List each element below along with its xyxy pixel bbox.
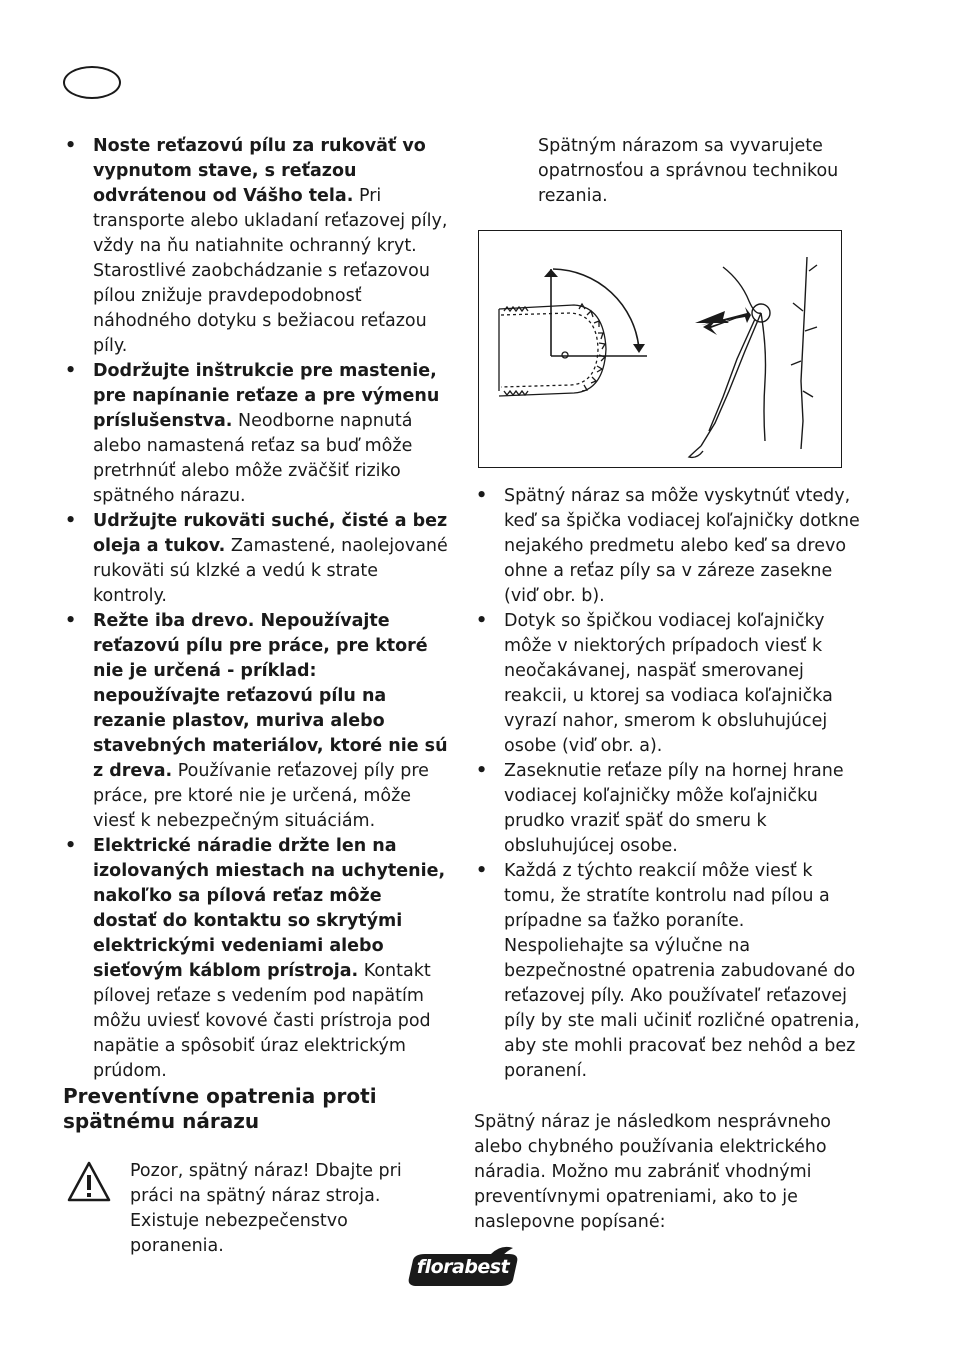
bullet-bold-lead: Elektrické náradie držte len na izolovaných miestach na uchytenie, nakoľko sa pílová reťaz môže dostať do kontaktu so skrytými elektrickými vedeniami alebo sieťovým káblom prístroja.	[93, 836, 446, 981]
bullet-body: Kontakt pílovej reťaze s vedením pod napätím môžu uviesť kovové časti prístroja pod napätie a spôsobiť úraz elektrickým prúdom.	[93, 961, 431, 1081]
right-bullet-list	[474, 484, 864, 1084]
logo-text: florabest	[416, 1256, 510, 1278]
bullet-bold-lead: Udržujte rukoväti suché, čisté a bez oleja a tukov.	[93, 511, 448, 556]
bullet-body: Neodborne napnutá alebo namastená reťaz sa buď môže pretrhnúť alebo môže zväčšiť riziko spätného nárazu.	[93, 411, 413, 506]
kickback-diagram	[479, 231, 843, 469]
bullet-bold-lead: Režte iba drevo. Nepoužívajte reťazovú pílu pre práce, pre ktoré nie je určená - príklad: nepoužívajte reťazovú pílu na rezanie plastov, muriva alebo stavebných materiálov, ktoré nie sú z dreva.	[93, 611, 448, 781]
list-item: • Dotyk so špičkou vodiacej koľajničky môže v niektorých prípadoch viesť k neočakávanej, naspäť smerovanej reakcii, u ktorej sa vodiaca koľajnička vyrazí nahor, smerom k obsluhujúcej osobe (viď obr. a).	[474, 609, 864, 759]
bullet-bold-lead: Noste reťazovú pílu za rukoväť vo vypnutom stave, s reťazou odvrátenou od Vášho tela.	[93, 136, 426, 206]
closing-paragraph: Spätný náraz je následkom nesprávneho alebo chybného používania elektrického náradia. Možno mu zabrániť vhodnými preventívnymi opatreniami, ako to je naslepovne popísané:	[474, 1112, 831, 1232]
kickback-illustration	[478, 230, 842, 468]
list-item	[63, 609, 448, 834]
right-column	[474, 484, 864, 1084]
bullet-body: Používanie reťazovej píly pre práce, pre ktoré nie je určená, môže viesť k nebezpečným situáciám.	[93, 761, 429, 831]
left-bullet-list	[63, 134, 448, 1084]
bullet-body: Pri transporte alebo ukladaní reťazovej píly, vždy na ňu natiahnite ochranný kryt. Starostlivé zaobchádzanie s reťazovou pílou znižuje pravdepodobnosť náhodného dotyku s bežiacou reťazou píly.	[93, 186, 448, 356]
list-item	[63, 834, 448, 1084]
right-intro-text: Spätným nárazom sa vyvarujete opatrnosťou a správnou technikou rezania.	[538, 136, 839, 206]
section-heading: Preventívne opatrenia proti spätnému nárazu	[63, 1084, 377, 1133]
list-item	[63, 359, 448, 509]
list-item: • Zaseknutie reťaze píly na hornej hrane vodiacej koľajničky môže koľajničku prudko vraziť späť do smeru k obsluhujúcej osobe.	[474, 759, 864, 859]
list-item	[63, 509, 448, 609]
bullet-bold-lead: Dodržujte inštrukcie pre mastenie, pre napínanie reťaze a pre výmenu príslušenstva.	[93, 361, 440, 431]
list-item	[63, 134, 448, 359]
bullet-body: Zamastené, naolejované rukoväti sú klzké a vedú k strate kontroly.	[93, 536, 448, 606]
left-column	[63, 134, 448, 1084]
florabest-logo	[405, 1246, 521, 1292]
warning-text: Pozor, spätný náraz! Dbajte pri práci na spätný náraz stroja. Existuje nebezpečenstvo poranenia.	[130, 1161, 402, 1256]
language-badge	[63, 66, 121, 99]
list-item: • Každá z týchto reakcií môže viesť k tomu, že stratíte kontrolu nad pílou a prípadne sa ťažko poraníte. Nespoliehajte sa výlučne na bezpečnostné opatrenia zabudované do reťazovej píly. Ako používateľ reťazovej píly by ste mali učiniť rozličné opatrenia, aby ste mohli pracovať bez nehôd a bez poranení.	[474, 859, 864, 1084]
list-item: • Spätný náraz sa môže vyskytnúť vtedy, keď sa špička vodiacej koľajničky dotkne nejakého predmetu alebo keď sa drevo ohne a reťaz píly sa v záreze zasekne (viď obr. b).	[474, 484, 864, 609]
warning-triangle-icon	[66, 1160, 112, 1204]
